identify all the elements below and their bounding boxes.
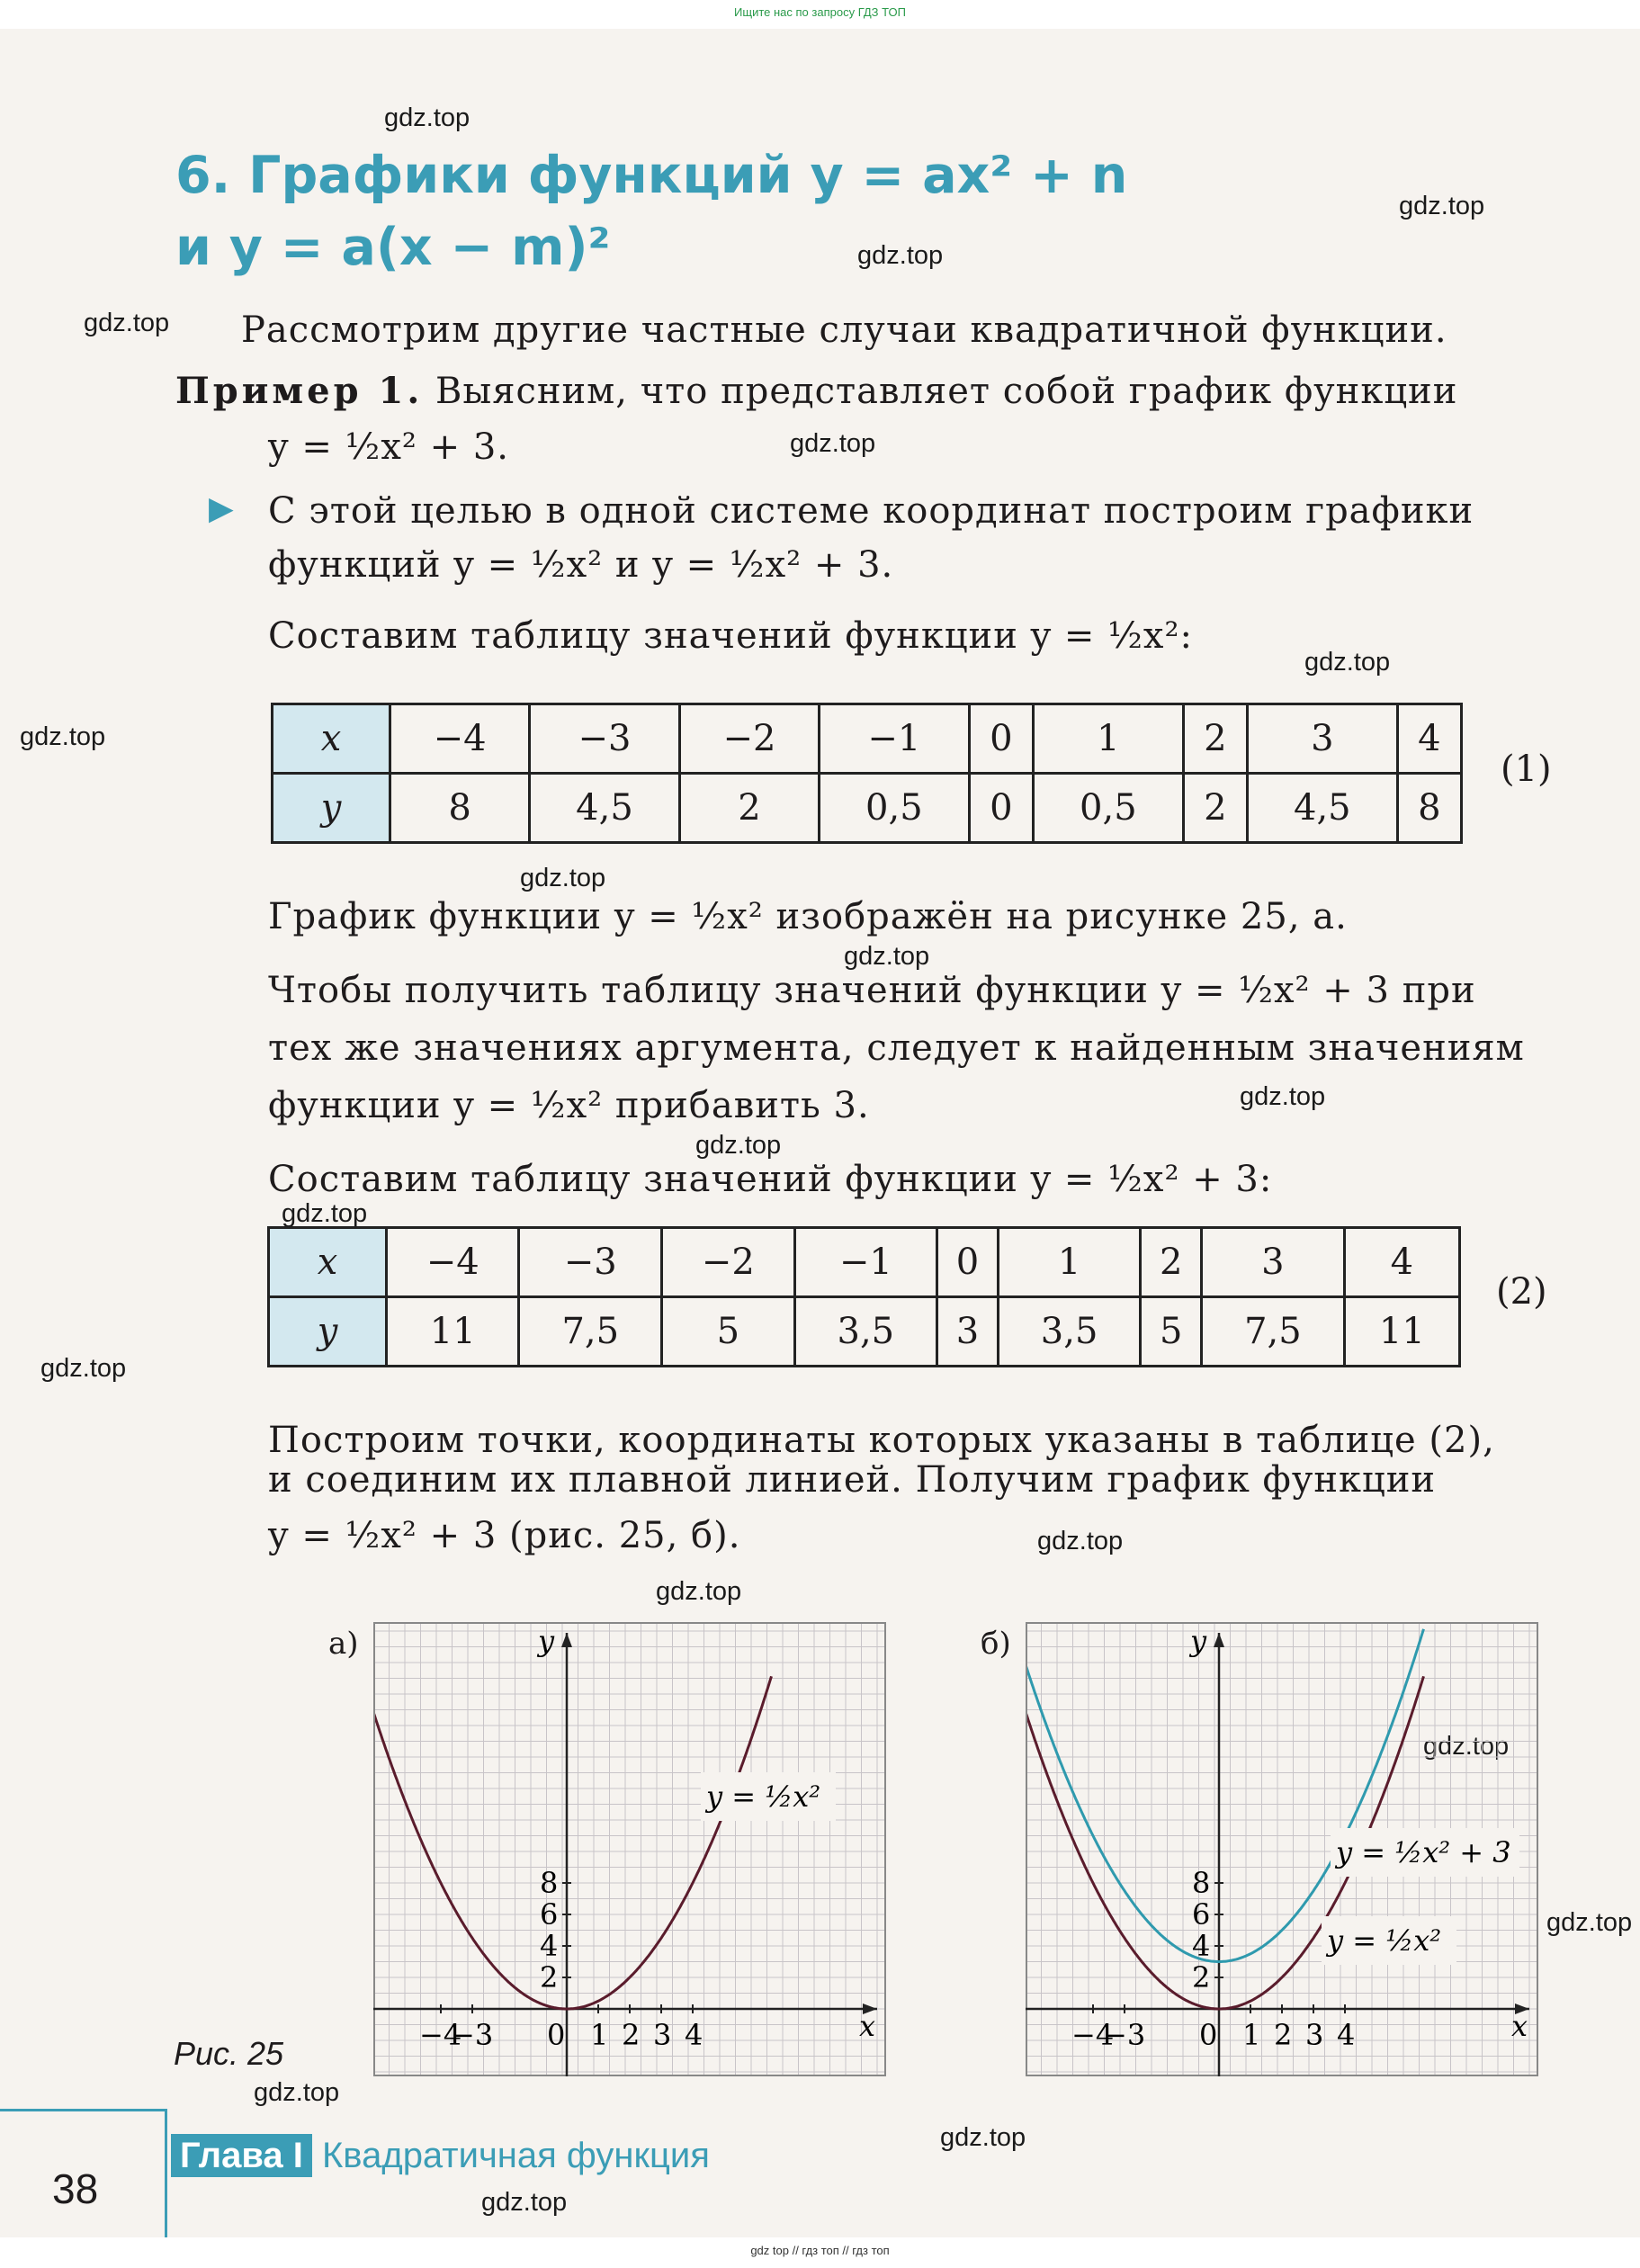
x-tick-label: −4 <box>1071 2018 1115 2052</box>
watermark: gdz.top <box>656 1577 742 1606</box>
top-banner: Ищите нас по запросу ГДЗ ТОП <box>734 5 906 19</box>
parabola-curve <box>373 1676 772 2009</box>
table-cell: 4,5 <box>1247 774 1397 843</box>
watermark: gdz.top <box>84 309 170 337</box>
table-header-y: y <box>273 774 390 843</box>
table-cell: 0,5 <box>819 774 969 843</box>
x-tick-label: −3 <box>451 2018 494 2052</box>
table-cell: 3 <box>1202 1228 1345 1297</box>
table-cell: 0,5 <box>1033 774 1183 843</box>
watermark: gdz.top <box>940 2123 1026 2152</box>
intro-text: Рассмотрим другие частные случаи квадратичной функции. <box>241 309 1447 351</box>
watermark: gdz.top <box>1546 1908 1633 1937</box>
example-formula: y = ½x² + 3. <box>268 426 510 468</box>
table-header-x: x <box>273 704 390 774</box>
y-tick-label: 4 <box>540 1929 559 1963</box>
y-tick-label: 2 <box>540 1960 559 1995</box>
table2-caption: Составим таблицу значений функции y = ½x² + 3: <box>268 1159 1273 1200</box>
para4-line3: y = ½x² + 3 (рис. 25, б). <box>268 1515 741 1556</box>
watermark: gdz.top <box>844 942 930 971</box>
table-cell: 5 <box>1141 1297 1202 1367</box>
watermark: gdz.top <box>282 1199 368 1228</box>
table-cell: −1 <box>819 704 969 774</box>
table-cell: 2 <box>1141 1228 1202 1297</box>
table-header-x: x <box>269 1228 387 1297</box>
y-tick-label: 8 <box>540 1866 559 1900</box>
table2-number: (2) <box>1496 1271 1547 1313</box>
figure-caption: Рис. 25 <box>174 2035 284 2072</box>
x-tick-label: 2 <box>1274 2018 1293 2052</box>
y-tick-label: 6 <box>540 1897 559 1932</box>
values-table-2 <box>267 1226 1461 1367</box>
table-header-y: y <box>269 1297 387 1367</box>
watermark: gdz.top <box>1037 1527 1124 1555</box>
table-cell: −1 <box>794 1228 937 1297</box>
table-cell: 11 <box>1344 1297 1459 1367</box>
table-row-y <box>269 1297 1460 1367</box>
table-cell: 8 <box>1397 774 1461 843</box>
watermark: gdz.top <box>857 241 944 270</box>
table-cell: 0 <box>969 704 1033 774</box>
figure-b-label: б) <box>981 1626 1011 1662</box>
parabola-curve <box>1026 1629 1424 1962</box>
figure-a-label: а) <box>328 1626 359 1662</box>
watermark: gdz.top <box>790 429 876 458</box>
watermark: gdz.top <box>695 1131 782 1160</box>
curve-label: y = ½x² <box>706 1779 821 1814</box>
figure-b-graph <box>1026 1622 1538 2076</box>
table-cell: 3 <box>1247 704 1397 774</box>
table1-number: (1) <box>1501 749 1552 790</box>
table-cell: 3,5 <box>794 1297 937 1367</box>
table-cell: −3 <box>530 704 680 774</box>
table-cell: 0 <box>969 774 1033 843</box>
example-1 <box>175 363 1457 419</box>
chapter-title: Квадратичная функция <box>322 2136 710 2175</box>
table-row-x <box>273 704 1462 774</box>
y-axis-label: y <box>538 1624 555 1658</box>
watermark: gdz.top <box>1240 1082 1326 1111</box>
para4-line2: и соединим их плавной линией. Получим график функции <box>268 1459 1437 1501</box>
table-cell: −2 <box>662 1228 794 1297</box>
y-axis-arrow-icon <box>1214 1633 1224 1647</box>
x-tick-label: 2 <box>622 2018 641 2052</box>
y-axis-arrow-icon <box>561 1633 572 1647</box>
chapter-label: Глава I <box>171 2134 312 2177</box>
table-cell: 4 <box>1344 1228 1459 1297</box>
table-row-y <box>273 774 1462 843</box>
watermark: gdz.top <box>1399 192 1485 220</box>
table-cell: 3,5 <box>998 1297 1141 1367</box>
x-axis-label: x <box>1511 2009 1528 2043</box>
table-cell: 11 <box>387 1297 519 1367</box>
curve-label: y = ½x² + 3 <box>1336 1835 1511 1869</box>
table-cell: 7,5 <box>519 1297 662 1367</box>
y-tick-label: 6 <box>1192 1897 1211 1932</box>
table-cell: 2 <box>679 774 819 843</box>
y-tick-label: 4 <box>1192 1929 1211 1963</box>
para3-line3: функции y = ½x² прибавить 3. <box>268 1085 870 1126</box>
x-tick-label: 1 <box>1242 2018 1261 2052</box>
table-row-x <box>269 1228 1460 1297</box>
table-cell: 3 <box>937 1297 999 1367</box>
table1-caption: Составим таблицу значений функции y = ½x²: <box>268 615 1193 657</box>
section-title-line1: 6. Графики функций y = ax² + n <box>175 146 1128 205</box>
para1-line1: С этой целью в одной системе координат построим графики <box>268 490 1474 532</box>
watermark: gdz.top <box>481 2188 568 2217</box>
para3-line2: тех же значениях аргумента, следует к найденным значениям <box>268 1027 1525 1069</box>
x-axis-label: x <box>859 2009 876 2043</box>
curve-label: y = ½x² <box>1327 1923 1442 1958</box>
x-tick-label: 0 <box>547 2018 566 2052</box>
footer-divider <box>165 2109 167 2237</box>
x-tick-label: 3 <box>1305 2018 1324 2052</box>
y-tick-label: 8 <box>1192 1866 1211 1900</box>
table-cell: 8 <box>390 774 530 843</box>
para3-line1: Чтобы получить таблицу значений функции y = ½x² + 3 при <box>268 970 1476 1011</box>
watermark: gdz.top <box>40 1354 127 1383</box>
x-tick-label: 4 <box>1337 2018 1356 2052</box>
chapter-footer <box>171 2136 710 2176</box>
watermark: gdz.top <box>520 864 606 892</box>
table-cell: −2 <box>679 704 819 774</box>
triangle-marker-icon: ▶ <box>209 490 234 527</box>
table-cell: 1 <box>1033 704 1183 774</box>
watermark: gdz.top <box>20 722 106 751</box>
para1-line2: функций y = ½x² и y = ½x² + 3. <box>268 544 894 586</box>
watermark: gdz.top <box>254 2078 340 2107</box>
table-cell: 5 <box>662 1297 794 1367</box>
watermark: gdz.top <box>384 103 470 132</box>
table-cell: 2 <box>1183 704 1247 774</box>
x-tick-label: −3 <box>1103 2018 1146 2052</box>
page-number: 38 <box>52 2165 99 2212</box>
y-tick-label: 2 <box>1192 1960 1211 1995</box>
figure-a-graph <box>373 1622 886 2076</box>
y-axis-label: y <box>1190 1624 1207 1658</box>
table-cell: −3 <box>519 1228 662 1297</box>
section-title-line2: и y = a(x − m)² <box>175 218 611 277</box>
x-tick-label: 0 <box>1199 2018 1218 2052</box>
table-cell: −4 <box>390 704 530 774</box>
watermark: gdz.top <box>1423 1732 1510 1761</box>
values-table-1 <box>271 703 1463 844</box>
x-tick-label: 4 <box>685 2018 703 2052</box>
table-cell: 1 <box>998 1228 1141 1297</box>
example-label: Пример 1. <box>175 370 424 412</box>
para2-text: График функции y = ½x² изображён на рисунке 25, а. <box>268 896 1348 937</box>
footer-divider <box>0 2109 166 2111</box>
x-tick-label: 1 <box>590 2018 609 2052</box>
x-tick-label: −4 <box>419 2018 462 2052</box>
table-cell: 7,5 <box>1202 1297 1345 1367</box>
watermark: gdz.top <box>1304 648 1391 677</box>
example-text: Выясним, что представляет собой график функции <box>435 371 1458 412</box>
table-cell: 0 <box>937 1228 999 1297</box>
para4-line1: Построим точки, координаты которых указаны в таблице (2), <box>268 1420 1495 1461</box>
table-cell: 4,5 <box>530 774 680 843</box>
x-tick-label: 3 <box>653 2018 672 2052</box>
table-cell: 4 <box>1397 704 1461 774</box>
table-cell: −4 <box>387 1228 519 1297</box>
bottom-banner: gdz top // гдз топ // гдз топ <box>750 2244 890 2257</box>
table-cell: 2 <box>1183 774 1247 843</box>
